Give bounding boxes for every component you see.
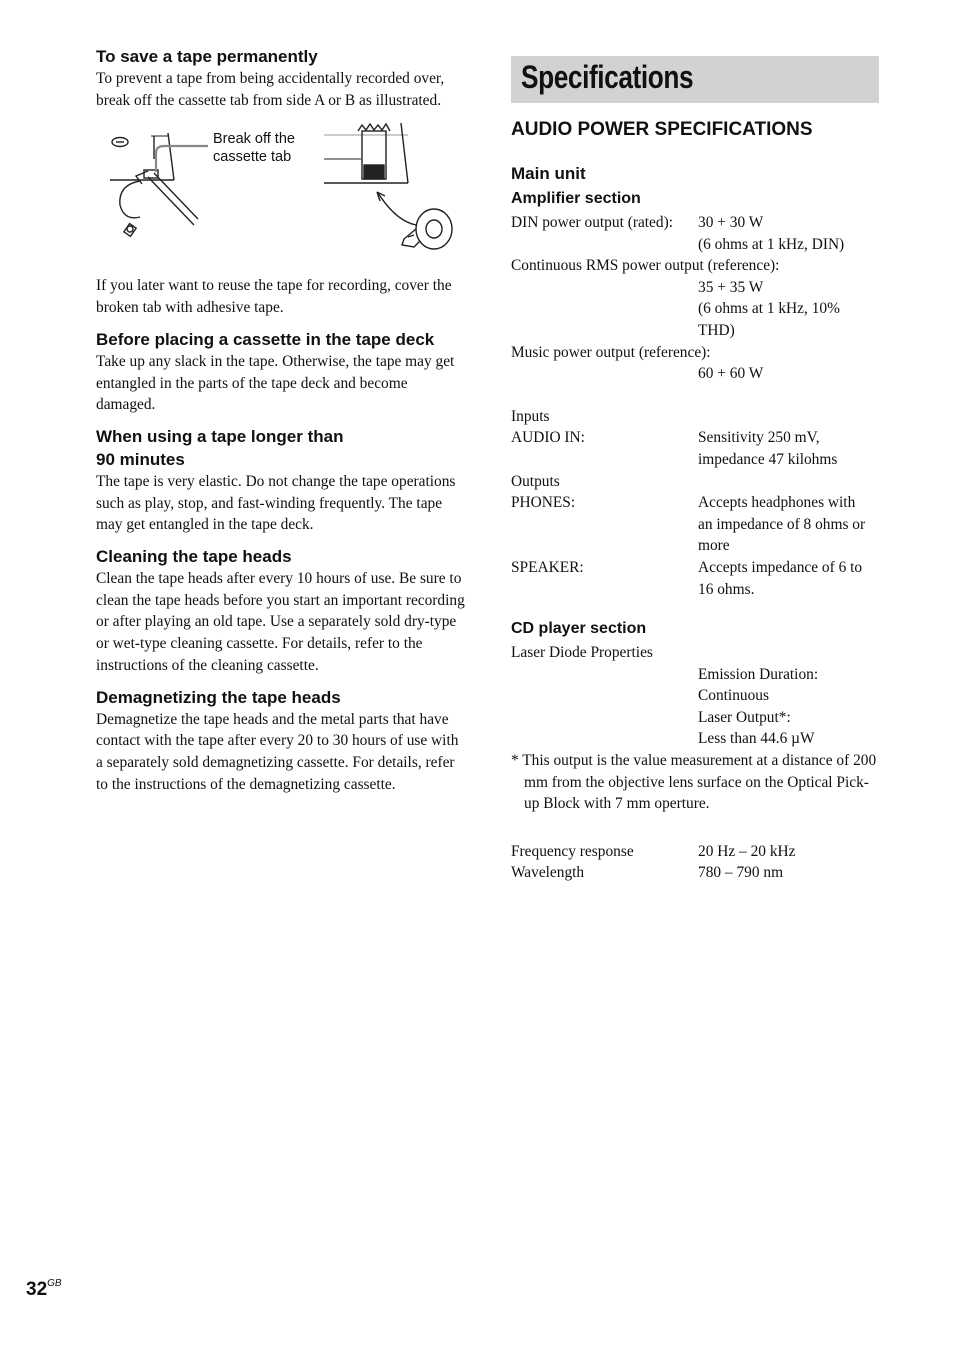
laser-output-label: Laser Output*: xyxy=(698,708,791,726)
frequency-response-row: Frequency response 20 Hz – 20 kHz xyxy=(511,842,796,860)
rms-power-value: 35 + 35 W xyxy=(698,278,764,296)
emission-duration-value: Continuous xyxy=(698,687,769,705)
demagnetizing-text: Demagnetize the tape heads and the metal parts that have contact with the tape after every 20 to 30 hours of use with a separately sold demagnetizing cassette. For details, refer to the instructions of the demagnetizing cassette. xyxy=(96,710,459,793)
cassette-tab-figure xyxy=(96,121,466,271)
left-column xyxy=(96,45,466,795)
audio-power-heading: AUDIO POWER SPECIFICATIONS xyxy=(511,119,813,140)
rms-power-note-2: THD) xyxy=(698,321,735,339)
main-unit-heading: Main unit xyxy=(511,164,586,183)
music-power-value: 60 + 60 W xyxy=(698,365,764,383)
outputs-label: Outputs xyxy=(511,472,560,490)
din-power-row: DIN power output (rated): 30 + 30 W xyxy=(511,214,764,231)
right-column xyxy=(511,56,881,884)
rms-power-label: Continuous RMS power output (reference): xyxy=(511,257,780,275)
inputs-label: Inputs xyxy=(511,407,550,425)
emission-duration-label: Emission Duration: xyxy=(698,665,819,683)
cd-player-section-heading: CD player section xyxy=(511,620,647,638)
figure-label: Break off the cassette tab xyxy=(213,131,295,166)
before-placing-text: Take up any slack in the tape. Otherwise, the tape may get entangled in the parts of the tape deck and become damaged. xyxy=(96,352,455,414)
laser-footnote: * This output is the value measurement at a distance of 200 mm from the objective lens surface on the Optical Pick-up Block with 7 mm operture. xyxy=(511,752,877,813)
wavelength-row: Wavelength 780 – 790 nm xyxy=(511,864,784,882)
laser-diode-label: Laser Diode Properties xyxy=(511,644,653,662)
phones-row: PHONES: Accepts headphones with an impedance of 8 ohms or more xyxy=(511,494,866,555)
music-power-label: Music power output (reference): xyxy=(511,343,711,361)
demagnetizing-heading: Demagnetizing the tape heads xyxy=(96,687,341,707)
specifications-banner xyxy=(511,56,879,103)
save-tape-text: To prevent a tape from being accidentally recorded over, break off the cassette tab from side A or B as illustrated. xyxy=(96,70,445,109)
before-placing-heading: Before placing a cassette in the tape deck xyxy=(96,329,435,349)
audio-in-row: AUDIO IN: Sensitivity 250 mV, impedance 47 kilohms xyxy=(511,429,838,468)
laser-output-value: Less than 44.6 µW xyxy=(698,730,815,748)
cleaning-heading: Cleaning the tape heads xyxy=(96,547,292,567)
longer-tape-heading: When using a tape longer than 90 minutes xyxy=(96,426,344,469)
speaker-row: SPEAKER: Accepts impedance of 6 to 16 ohms. xyxy=(511,558,863,598)
specifications-title: Specifications xyxy=(521,59,694,95)
save-tape-heading: To save a tape permanently xyxy=(96,47,318,66)
longer-tape-text: The tape is very elastic. Do not change the tape operations such as play, stop, and fast-winding frequently. The tape may get entangled in the tape deck. xyxy=(96,472,456,534)
amplifier-section-heading: Amplifier section xyxy=(511,190,641,207)
page-number: $32^{GB}$ xyxy=(26,1278,62,1300)
rms-power-note-1: (6 ohms at 1 kHz, 10% xyxy=(698,300,840,318)
reuse-tape-text: If you later want to reuse the tape for recording, cover the broken tab with adhesive tape. xyxy=(96,277,452,317)
din-power-note: (6 ohms at 1 kHz, DIN) xyxy=(698,235,845,253)
cleaning-text: Clean the tape heads after every 10 hours of use. Be sure to clean the tape heads before you start an important recording or after playing an old tape. Use a separately sold dry-type or wet-type cleaning cassette. For details, refer to the instructions of the cleaning cassette. xyxy=(96,570,465,674)
